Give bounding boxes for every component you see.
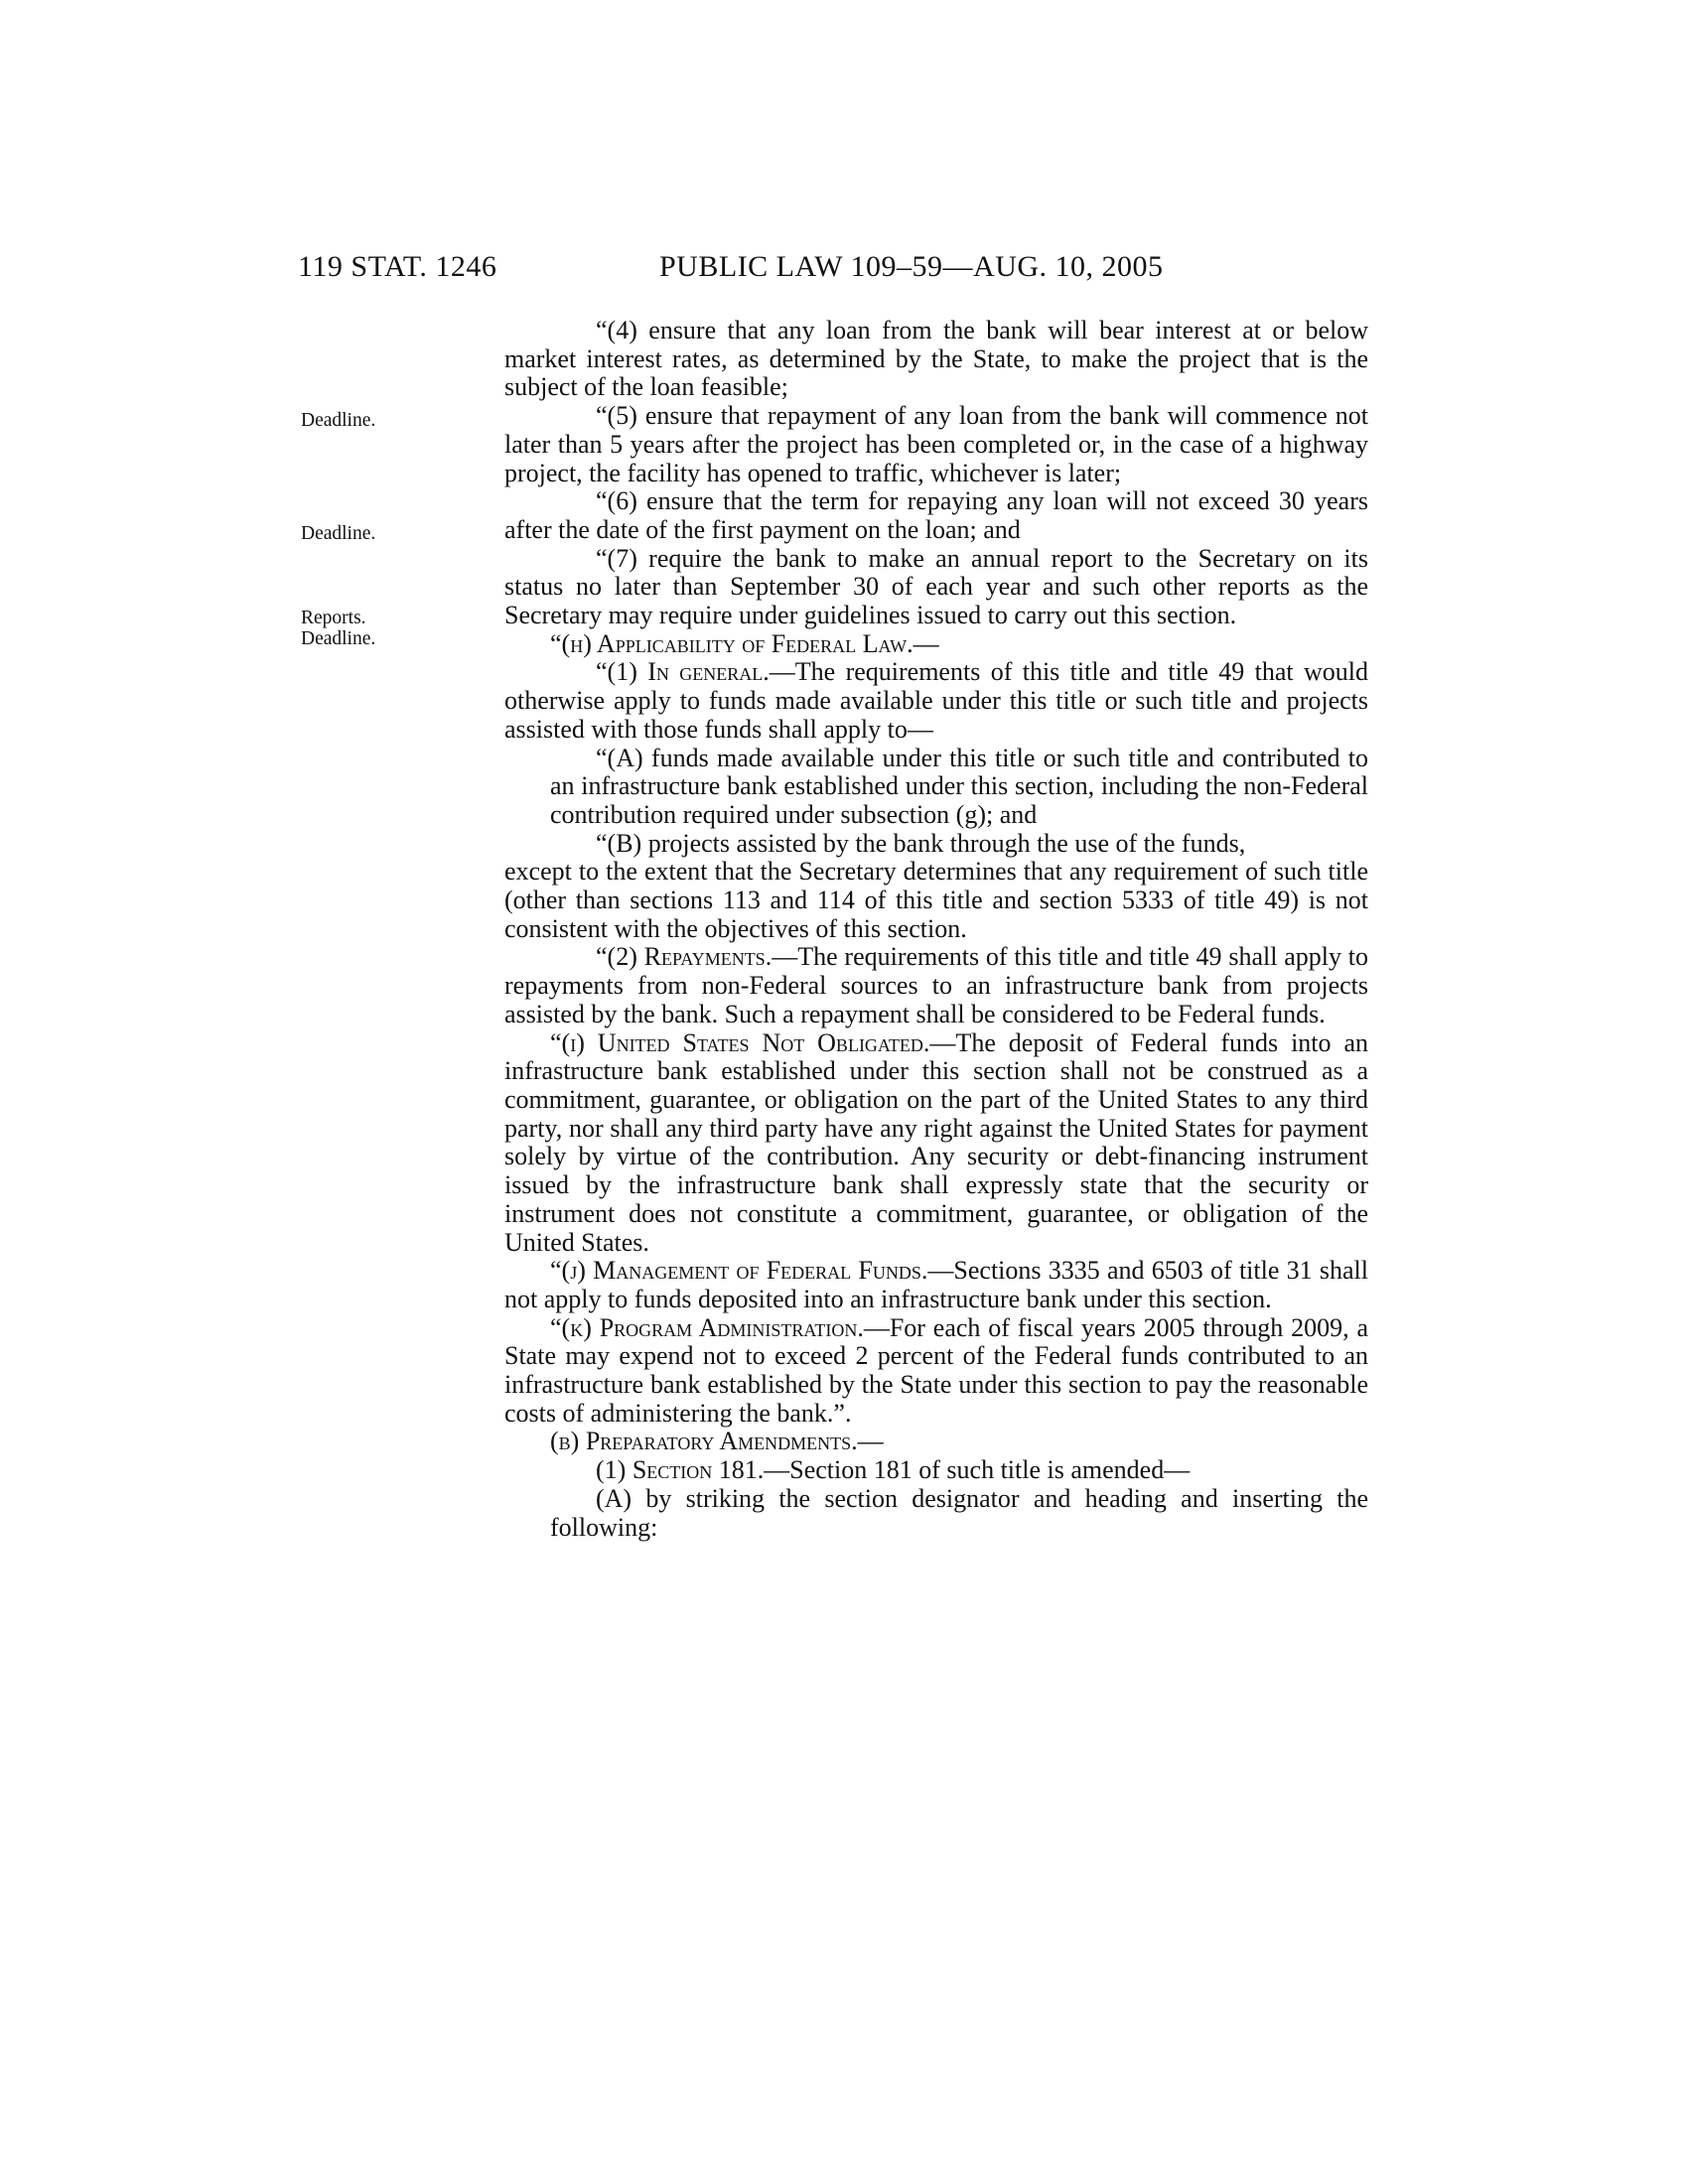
paragraph-b1-text: Section 181 of such title is amended—	[789, 1455, 1191, 1485]
subsection-h-heading	[504, 630, 1368, 659]
paragraph-h1-text: The requirements of this title and title 49 that would otherwise apply to funds made available under this title or such title and projects assisted with those funds shall apply to—	[504, 657, 1368, 744]
paragraph-4: “(4) ensure that any loan from the bank will bear interest at or below market interest rates, as determined by the State, to make the project that is the subject of the loan feasible;	[504, 316, 1368, 402]
subparagraph-bA: (A) by striking the section designator and heading and inserting the following:	[550, 1483, 1368, 1542]
subparagraph-hA: “(A) funds made available under this title or such title and contributed to an infrastructure bank established under this section, including the non-Federal contribution required under subsection (g); and	[550, 743, 1368, 829]
subsection-k	[504, 1314, 1368, 1429]
subsection-k-text: For each of fiscal years 2005 through 2009, a State may expend not to exceed 2 percent of the Federal funds contributed to an infrastructure bank established by the State under this section to pay the reasonable costs of administering the bank.”.	[504, 1312, 1368, 1428]
statute-page-number: 119 STAT. 1246	[298, 250, 497, 283]
paragraph-h2-text: The requirements of this title and title 49 shall apply to repayments from non-Federal sources to an infrastructure bank from projects assisted by the bank. Such a repayment shall be considered to be Federal funds.	[504, 942, 1369, 1028]
paragraph-b1-heading: (1) Section 181.—	[596, 1455, 790, 1485]
paragraph-b1	[504, 1456, 1368, 1485]
margin-note-deadline: Deadline.	[301, 410, 376, 431]
paragraph-h1-heading: “(1) In general.—	[596, 657, 795, 687]
margin-note-reports: Reports.	[301, 608, 366, 628]
statute-body	[504, 317, 1368, 1542]
subsection-i-text: The deposit of Federal funds into an infrastructure bank established under this section shall not be construed as a commitment, guarantee, or obligation on the part of the United States to any third party, nor shall any third party have any right against the United States for payment solely by virtue of the contribution. Any security or debt-financing instrument issued by the infrastructure bank shall expressly state that the security or instrument does not constitute a commitment, guarantee, or obligation of the United States.	[504, 1027, 1368, 1257]
subparagraph-hB: “(B) projects assisted by the bank through the use of the funds,	[596, 828, 1246, 858]
paragraph-h1	[504, 658, 1368, 744]
subsection-j-heading: “(j) Management of Federal Funds.—	[550, 1256, 954, 1286]
running-title: PUBLIC LAW 109–59—AUG. 10, 2005	[659, 250, 1164, 283]
subsection-i	[504, 1029, 1368, 1258]
subsection-j-text: Sections 3335 and 6503 of title 31 shall not apply to funds deposited into an infrastructure bank under this section.	[504, 1256, 1368, 1313]
margin-note-deadline: Deadline.	[301, 523, 376, 544]
paragraph-6: “(6) ensure that the term for repaying any loan will not exceed 30 years after the date of the first payment on the loan; and	[504, 486, 1368, 544]
paragraph-h2	[504, 943, 1368, 1028]
subsection-j	[504, 1257, 1368, 1313]
paragraph-5: “(5) ensure that repayment of any loan from the bank will commence not later than 5 years after the project has been completed or, in the case of a highway project, the facility has opened to traffic, whichever is later;	[504, 401, 1368, 487]
subsection-b-title: (b) Preparatory Amendments.—	[550, 1427, 884, 1456]
paragraph-h2-heading: “(2) Repayments.—	[596, 942, 798, 972]
margin-note-deadline: Deadline.	[301, 628, 376, 649]
subsection-k-heading: “(k) Program Administration.—	[550, 1312, 890, 1342]
paragraph-7: “(7) require the bank to make an annual report to the Secretary on its status no later than September 30 of each year and such other reports as the Secretary may require under guidelines issued to carry out this section.	[504, 543, 1368, 630]
subsection-b-heading	[504, 1428, 1368, 1456]
paragraph-h-except: except to the extent that the Secretary determines that any requirement of such title (other than sections 113 and 114 of this title and section 5333 of title 49) is not consistent with the objectives of this section.	[504, 857, 1368, 943]
subsection-h-title: “(h) Applicability of Federal Law.—	[550, 628, 939, 658]
subsection-i-heading: “(i) United States Not Obligated.—	[550, 1027, 956, 1057]
